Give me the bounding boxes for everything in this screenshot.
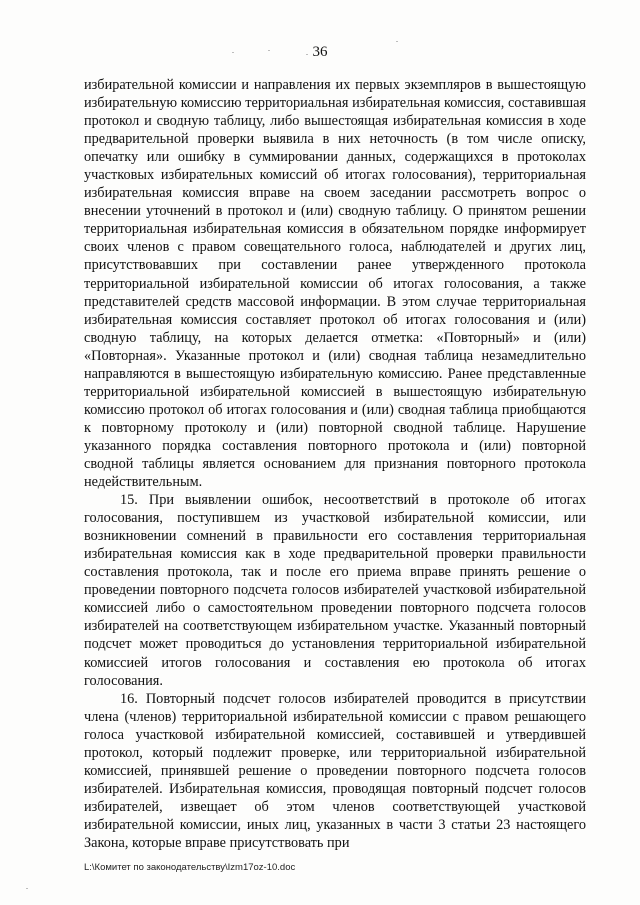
paragraph-continuation: избирательной комиссии и направления их первых экземпляров в вышестоящую избирательную комиссию территориальная избирательная комиссия, составившая протокол и сводную таблицу, либо вышестоящая избирательная комиссия в ходе предварительной проверки выявила в них неточность (в том числе описку, опечатку или ошибку в суммировании данных, содержащихся в протоколах участковых избирательных комиссий об итогах голосования), территориальная избирательная комиссия вправе на своем заседании рассмотреть вопрос о внесении уточнений в протокол и (или) сводную таблицу. О принятом решении территориальная избирательная комиссия в обязательном порядке информирует своих членов с правом совещательного голоса, наблюдателей и других лиц, присутствовавших при составлении ранее утвержденного протокола территориальной избирательной комиссии об итогах голосования, а также представителей средств массовой информации. В этом случае территориальная избирательная комиссия составляет протокол об итогах голосования и (или) сводную таблицу, на которых делается отметка: «Повторный» и (или) «Повторная». Указанные протокол и (или) сводная таблица незамедлительно направляются в вышестоящую избирательную комиссию. Ранее представленные территориальной избирательной комиссией в вышестоящую избирательную комиссию протокол об итогах голосования и (или) сводная таблица приобщаются к повторному протоколу и (или) повторной сводной таблице. Нарушение указанного порядка составления повторного протокола и (или) повторной сводной таблицы является основанием для признания повторного протокола недействительным. <box>84 77 586 491</box>
scan-speck <box>232 52 234 53</box>
footer-file-path: L:\Комитет по законодательству\Izm17oz-10.doc <box>84 862 296 873</box>
scan-speck <box>396 41 398 42</box>
paragraph-16: 16. Повторный подсчет голосов избирателей проводится в присутствии члена (членов) территориальной избирательной комиссии с правом решающего голоса участковой избирательной комиссией, составившей и утвердившей протокол, который подлежит проверке, или территориальной избирательной комиссией, принявшей решение о проведении повторного подсчета голосов избирателей. Избирательная комиссия, проводящая повторный подсчет голосов избирателей, извещает об этом членов соответствующей участковой избирательной комиссии, иных лиц, указанных в части 3 статьи 23 настоящего Закона, которые вправе присутствовать при <box>84 690 586 851</box>
paragraph-15: 15. При выявлении ошибок, несоответствий в протоколе об итогах голосования, поступившем из участковой избирательной комиссии, или возникновении сомнений в правильности его составления территориальная избирательная комиссия как в ходе предварительной проверки правильности составления протокола, так и после его приема вправе принять решение о проведении повторного подсчета голосов избирателей участковой избирательной комиссией либо о самостоятельном проведении повторного подсчета голосов избирателей на соответствующем избирательном участке. Указанный повторный подсчет может проводиться до установления территориальной избирательной комиссией итогов голосования и составления ею протокола об итогах голосования. <box>84 492 586 689</box>
body-text <box>84 76 586 852</box>
page-number: 36 <box>312 44 328 60</box>
scan-speck <box>268 50 270 51</box>
scan-speck <box>26 888 28 889</box>
scan-speck <box>306 54 308 55</box>
